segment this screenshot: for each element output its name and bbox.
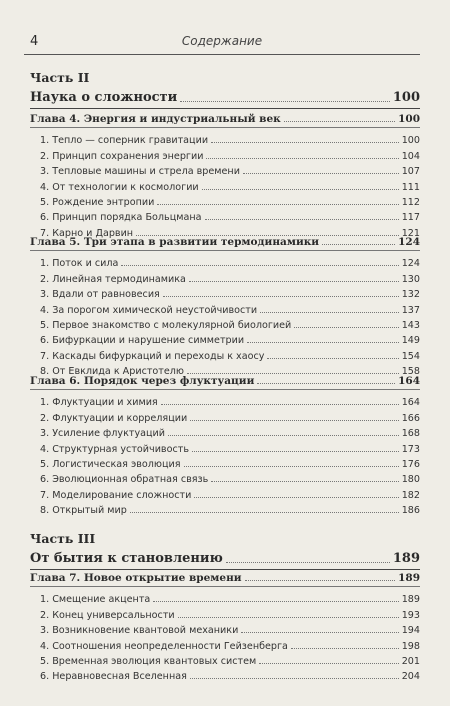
entry-title: 1. Поток и сила <box>40 258 119 270</box>
leader-dots <box>205 219 399 220</box>
toc-entry <box>30 269 420 284</box>
entry-page: 166 <box>401 412 420 424</box>
toc-entry <box>30 667 420 682</box>
entry-page: 137 <box>401 304 420 316</box>
leader-dots <box>257 383 395 384</box>
entry-page: 149 <box>401 335 420 347</box>
entry-title: 6. Принцип порядка Больцмана <box>40 212 202 224</box>
leader-dots <box>190 420 398 421</box>
leader-dots <box>206 158 398 159</box>
page-number: 4 <box>30 34 39 49</box>
chapter-row <box>30 372 420 387</box>
chapter-row <box>30 110 420 125</box>
leader-dots <box>226 562 390 563</box>
entry-title: 6. Эволюционная обратная связь <box>40 474 209 486</box>
entry-page: 182 <box>401 489 420 501</box>
entry-title: 1. Смещение акцента <box>40 594 151 606</box>
leader-dots <box>168 435 399 436</box>
entry-page: 204 <box>401 671 420 683</box>
leader-dots <box>153 601 398 602</box>
leader-dots <box>291 648 399 649</box>
chapter-title: Глава 7. Новое открытие времени <box>30 572 242 584</box>
toc-entry <box>30 300 420 315</box>
leader-dots <box>161 404 399 405</box>
chapter <box>30 233 420 377</box>
entry-title: 1. Флуктуации и химия <box>40 397 158 409</box>
toc-entry <box>30 501 420 516</box>
toc-entry <box>30 146 420 161</box>
entry-title: 7. Моделирование сложности <box>40 489 192 501</box>
entry-title: 4. Соотношения неопределенности Гейзенберга <box>40 640 288 652</box>
toc-entry <box>30 455 420 470</box>
chapter-page: 189 <box>398 572 420 584</box>
entry-title: 2. Линейная термодинамика <box>40 273 186 285</box>
leader-dots <box>260 312 399 313</box>
entry-title: 8. Открытый мир <box>40 505 127 517</box>
part-page: 189 <box>392 551 420 566</box>
entry-title: 5. Логистическая эволюция <box>40 458 181 470</box>
entry-title: 3. Возникновение квантовой механики <box>40 625 239 637</box>
entry-title: 6. Неравновесная Вселенная <box>40 671 187 683</box>
leader-dots <box>184 466 399 467</box>
chapter-title: Глава 4. Энергия и индустриальный век <box>30 113 281 125</box>
chapter-row <box>30 233 420 248</box>
leader-dots <box>190 678 399 679</box>
toc-entry <box>30 485 420 500</box>
toc-entry <box>30 131 420 146</box>
toc-entry <box>30 636 420 651</box>
leader-dots <box>194 497 398 498</box>
leader-dots <box>192 451 399 452</box>
entry-page: 104 <box>401 150 420 162</box>
entry-title: 8. От Евклида к Аристотелю <box>40 366 184 378</box>
entry-page: 130 <box>401 273 420 285</box>
entry-title: 3. Усиление флуктуаций <box>40 428 166 440</box>
divider <box>30 127 420 128</box>
toc-entry <box>30 393 420 408</box>
entry-page: 176 <box>401 458 420 470</box>
leader-dots <box>180 101 390 102</box>
leader-dots <box>121 265 398 266</box>
leader-dots <box>163 296 399 297</box>
entry-page: 154 <box>401 350 420 362</box>
entry-page: 164 <box>401 397 420 409</box>
toc-entry <box>30 208 420 223</box>
divider <box>30 250 420 251</box>
chapter <box>30 110 420 239</box>
entry-title: 4. Структурная устойчивость <box>40 443 189 455</box>
toc-entry <box>30 470 420 485</box>
part-page: 100 <box>392 90 420 105</box>
entry-title: 7. Каскады бифуркаций и переходы к хаосу <box>40 350 265 362</box>
part-heading <box>30 70 420 109</box>
entry-page: 124 <box>401 258 420 270</box>
entry-title: 2. Флуктуации и корреляции <box>40 412 188 424</box>
entry-title: 4. За порогом химической неустойчивости <box>40 304 258 316</box>
entry-title: 3. Вдали от равновесия <box>40 289 160 301</box>
leader-dots <box>247 342 399 343</box>
entry-page: 180 <box>401 474 420 486</box>
entry-page: 112 <box>401 196 420 208</box>
toc-entry <box>30 162 420 177</box>
entry-page: 158 <box>401 366 420 378</box>
toc-entry <box>30 254 420 269</box>
chapter-page: 164 <box>398 375 420 387</box>
part-title-row <box>30 548 420 566</box>
part-heading <box>30 531 420 570</box>
leader-dots <box>211 142 399 143</box>
entry-page: 198 <box>401 640 420 652</box>
divider <box>30 108 420 109</box>
toc-entry <box>30 424 420 439</box>
entry-title: 2. Конец универсальности <box>40 609 175 621</box>
entry-title: 1. Тепло — соперник гравитации <box>40 135 209 147</box>
entry-title: 6. Бифуркации и нарушение симметрии <box>40 335 245 347</box>
entry-title: 7. Карно и Дарвин <box>40 227 134 239</box>
entry-title: 5. Рождение энтропии <box>40 196 155 208</box>
toc-entry <box>30 408 420 423</box>
entry-page: 173 <box>401 443 420 455</box>
entry-page: 194 <box>401 625 420 637</box>
leader-dots <box>130 512 399 513</box>
running-title: Содержание <box>181 34 263 48</box>
divider <box>30 389 420 390</box>
entry-title: 4. От технологии к космологии <box>40 181 199 193</box>
leader-dots <box>259 663 398 664</box>
entry-page: 168 <box>401 428 420 440</box>
entry-page: 132 <box>401 289 420 301</box>
entry-page: 189 <box>401 594 420 606</box>
toc-entry <box>30 193 420 208</box>
entry-title: 3. Тепловые машины и стрела времени <box>40 166 240 178</box>
entry-page: 186 <box>401 505 420 517</box>
entry-page: 193 <box>401 609 420 621</box>
entry-page: 143 <box>401 319 420 331</box>
leader-dots <box>245 580 396 581</box>
chapter-page: 124 <box>398 236 420 248</box>
entry-page: 111 <box>401 181 420 193</box>
entry-page: 201 <box>401 655 420 667</box>
toc-entry <box>30 590 420 605</box>
part-title-row <box>30 87 420 105</box>
leader-dots <box>211 481 398 482</box>
toc-entry <box>30 331 420 346</box>
entry-page: 121 <box>401 227 420 239</box>
leader-dots <box>189 281 399 282</box>
leader-dots <box>294 327 398 328</box>
chapter-title: Глава 5. Три этапа в развитии термодинамики <box>30 236 320 248</box>
chapter-page: 100 <box>398 113 420 125</box>
chapter-title: Глава 6. Порядок через флуктуации <box>30 375 255 387</box>
entry-title: 5. Первое знакомство с молекулярной биологией <box>40 319 292 331</box>
entry-title: 5. Временная эволюция квантовых систем <box>40 655 257 667</box>
chapter-row <box>30 569 420 584</box>
toc-entry <box>30 605 420 620</box>
part-title: Наука о сложности <box>30 90 178 105</box>
part-title: От бытия к становлению <box>30 551 223 566</box>
part-label: Часть III <box>30 531 96 546</box>
leader-dots <box>157 204 398 205</box>
leader-dots <box>267 358 398 359</box>
leader-dots <box>178 617 399 618</box>
toc-entry <box>30 285 420 300</box>
leader-dots <box>241 632 398 633</box>
toc-entry <box>30 177 420 192</box>
toc-entry <box>30 439 420 454</box>
entry-title: 2. Принцип сохранения энергии <box>40 150 204 162</box>
toc-entry <box>30 346 420 361</box>
toc-entry <box>30 621 420 636</box>
page-header <box>24 30 420 55</box>
toc-entry <box>30 316 420 331</box>
leader-dots <box>243 173 399 174</box>
leader-dots <box>284 121 395 122</box>
leader-dots <box>202 189 399 190</box>
toc-entry <box>30 652 420 667</box>
part-label: Часть II <box>30 70 90 85</box>
chapter <box>30 372 420 516</box>
entry-page: 100 <box>401 135 420 147</box>
chapter <box>30 569 420 682</box>
divider <box>30 586 420 587</box>
entry-page: 117 <box>401 212 420 224</box>
leader-dots <box>322 244 395 245</box>
entry-page: 107 <box>401 166 420 178</box>
